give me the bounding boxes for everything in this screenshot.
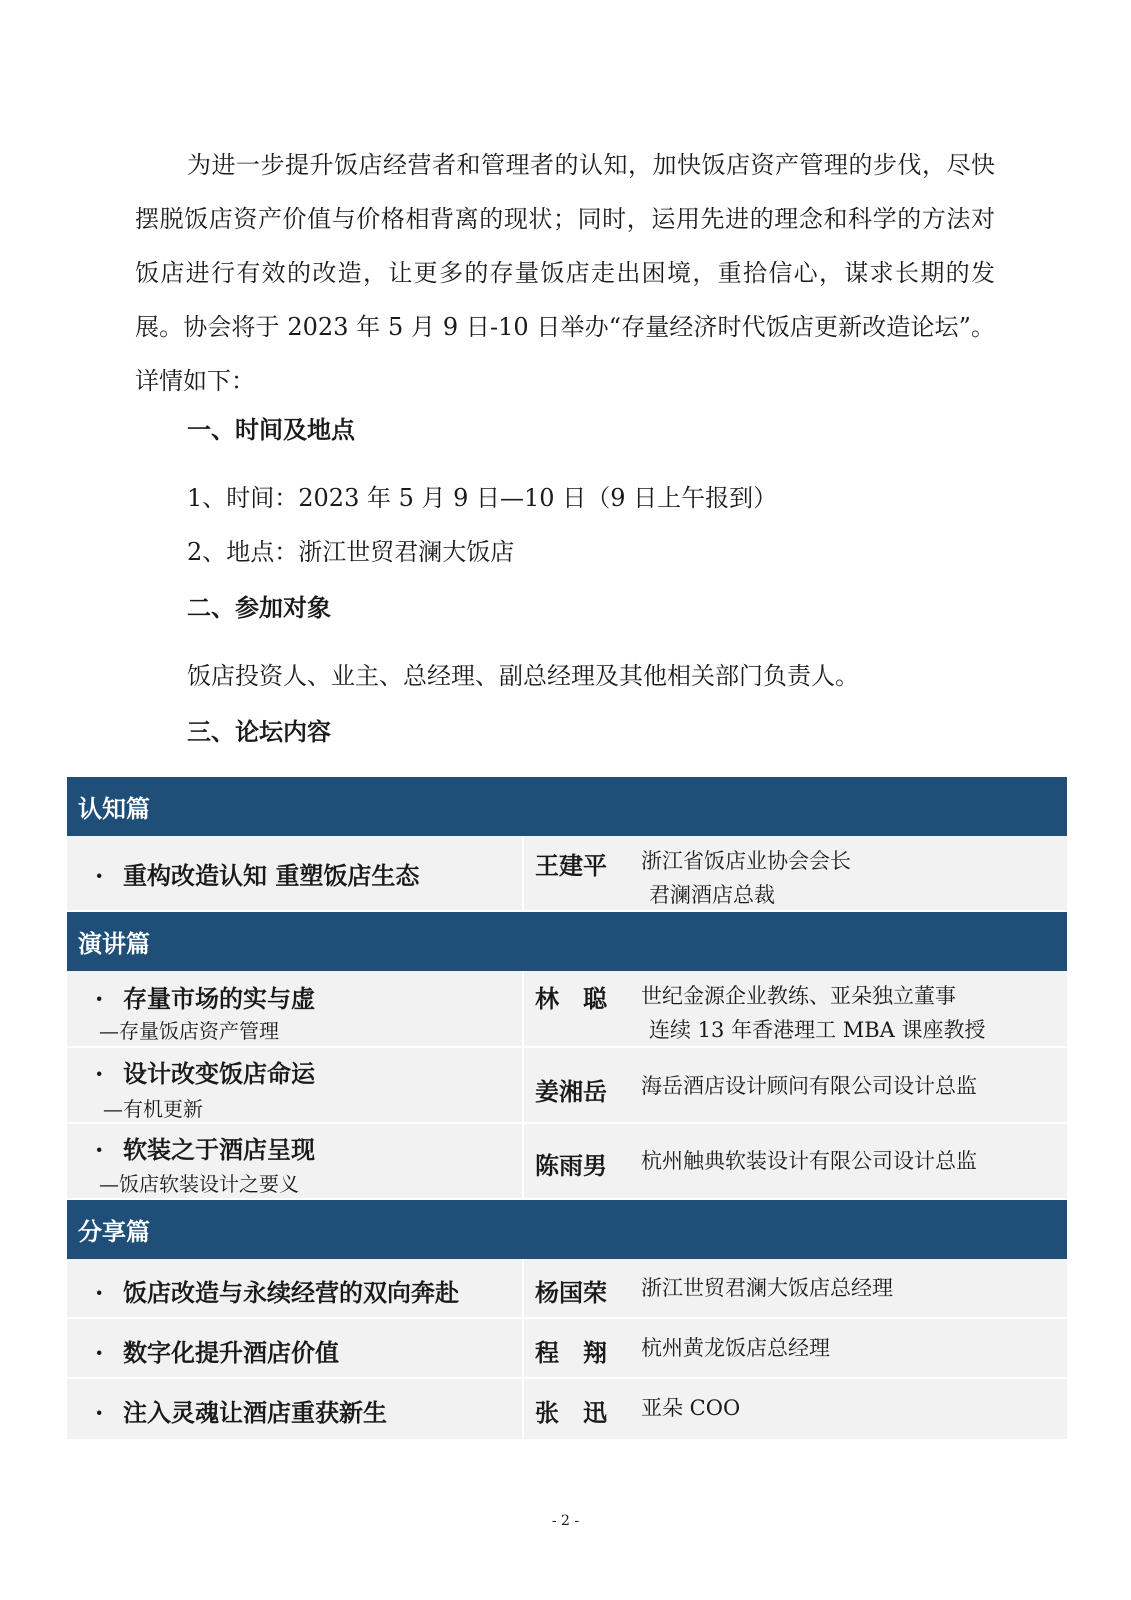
bullet-icon: · [95, 861, 104, 890]
speaker-name: 杨国荣 [535, 1278, 607, 1307]
topic-title [95, 979, 315, 1014]
speaker-title-line: 杭州黄龙饭店总经理 [641, 1336, 830, 1360]
speaker-title [641, 844, 851, 912]
intro-paragraph: 为进一步提升饭店经营者和管理者的认知，加快饭店资产管理的步伐，尽快摆脱饭店资产价值与价格相背离的现状；同时，运用先进的理念和科学的方法对饭店进行有效的改造，让更多的存量饭店走出困境，重拾信心，谋求长期的发展。协会将于 2023 年 5 月 9 日-10 日举办“存量经济时代饭店更新改造论坛”。详情如下： [135, 151, 995, 395]
agenda-group-header [67, 1200, 1067, 1259]
page-number: - 2 - [551, 1513, 580, 1529]
topic-title [95, 1054, 315, 1089]
agenda-group-header [67, 912, 1067, 971]
speaker-title-line: 浙江省饭店业协会会长 [641, 849, 851, 873]
agenda-row [67, 836, 1067, 912]
bullet-icon: · [95, 1059, 104, 1088]
topic-title [95, 1333, 339, 1368]
topic-title [95, 1393, 387, 1428]
topic-text: 数字化提升酒店价值 [123, 1338, 339, 1367]
agenda-row [67, 1259, 1067, 1319]
column-divider [522, 1259, 524, 1317]
topic-subtitle: —饭店软装设计之要义 [99, 1172, 299, 1196]
speaker-title [641, 1271, 893, 1305]
speaker-title-line: 世纪金源企业教练、亚朵独立董事 [641, 984, 956, 1008]
speaker-title [641, 1069, 977, 1103]
topic-text: 注入灵魂让酒店重获新生 [123, 1398, 387, 1427]
speaker-name: 林 聪 [535, 984, 607, 1013]
topic-title [95, 856, 419, 891]
agenda-table [67, 777, 1067, 1439]
audience-text: 饭店投资人、业主、总经理、副总经理及其他相关部门负责人。 [187, 662, 859, 690]
topic-text: 存量市场的实与虚 [123, 984, 315, 1013]
bullet-icon: · [95, 1398, 104, 1427]
agenda-row [67, 1319, 1067, 1379]
topic-text: 软装之于酒店呈现 [123, 1135, 315, 1164]
topic-text: 重构改造认知 重塑饭店生态 [123, 861, 420, 890]
bullet-icon: · [95, 1338, 104, 1367]
event-location: 2、地点：浙江世贸君澜大饭店 [187, 538, 515, 566]
topic-subtitle: —有机更新 [103, 1097, 203, 1121]
agenda-row [67, 1124, 1067, 1200]
speaker-title-line: 君澜酒店总裁 [649, 883, 775, 907]
speaker-title-line: 亚朵 COO [641, 1396, 741, 1420]
speaker-title-line: 海岳酒店设计顾问有限公司设计总监 [641, 1074, 977, 1098]
agenda-row [67, 971, 1067, 1048]
topic-text: 饭店改造与永续经营的双向奔赴 [123, 1278, 459, 1307]
speaker-name: 姜湘岳 [535, 1077, 607, 1106]
event-time: 1、时间：2023 年 5 月 9 日—10 日（9 日上午报到） [187, 484, 778, 512]
topic-title [95, 1273, 459, 1308]
speaker-name: 张 迅 [535, 1398, 607, 1427]
agenda-group-header [67, 777, 1067, 836]
speaker-title-line: 浙江世贸君澜大饭店总经理 [641, 1276, 893, 1300]
column-divider [522, 1319, 524, 1377]
group-name: 演讲篇 [78, 929, 150, 958]
section-heading-audience: 二、参加对象 [187, 593, 331, 622]
bullet-icon: · [95, 1278, 104, 1307]
section-heading-time-location: 一、时间及地点 [187, 415, 355, 444]
speaker-title [641, 1391, 740, 1425]
agenda-row [67, 1379, 1067, 1439]
topic-subtitle: —存量饭店资产管理 [99, 1019, 279, 1043]
topic-title [95, 1130, 315, 1165]
bullet-icon: · [95, 1135, 104, 1164]
speaker-title [641, 1331, 830, 1365]
speaker-title-line: 连续 13 年香港理工 MBA 课座教授 [649, 1018, 986, 1042]
group-name: 分享篇 [78, 1217, 150, 1246]
speaker-title-line: 杭州触典软装设计有限公司设计总监 [641, 1149, 977, 1173]
speaker-title [641, 1144, 977, 1178]
column-divider [522, 1379, 524, 1439]
agenda-row [67, 1048, 1067, 1124]
column-divider [522, 971, 524, 1046]
speaker-name: 陈雨男 [535, 1151, 607, 1180]
speaker-name: 程 翔 [535, 1338, 607, 1367]
column-divider [522, 836, 524, 910]
column-divider [522, 1124, 524, 1198]
speaker-title [641, 979, 986, 1047]
column-divider [522, 1048, 524, 1122]
speaker-name: 王建平 [535, 851, 607, 880]
bullet-icon: · [95, 984, 104, 1013]
group-name: 认知篇 [78, 794, 150, 823]
topic-text: 设计改变饭店命运 [123, 1059, 315, 1088]
section-heading-forum-content: 三、论坛内容 [187, 717, 331, 746]
